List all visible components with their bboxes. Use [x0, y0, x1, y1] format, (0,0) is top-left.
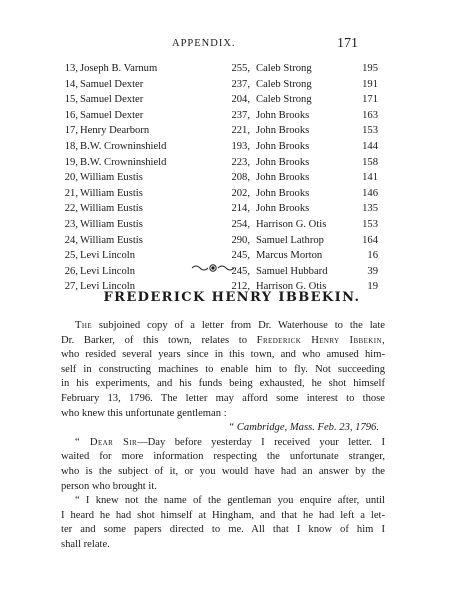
tally-row — [60, 186, 390, 202]
tally-row — [60, 92, 390, 108]
tally-cell-num: 25, — [64, 250, 78, 262]
tally-cell-vote2: 135 — [362, 203, 378, 215]
tally-cell-vote2: 191 — [362, 78, 378, 90]
paragraph-line — [61, 319, 385, 334]
line-text: subjoined copy of a letter from Dr. Waterhouse to the late — [92, 320, 385, 331]
tally-cell-name2: John Brooks — [256, 140, 310, 152]
tally-cell-num: 18, — [64, 140, 78, 152]
tally-cell-name2: Caleb Strong — [256, 63, 312, 74]
tally-row — [60, 139, 390, 155]
paragraph-line — [61, 334, 385, 349]
tally-cell-name2: John Brooks — [256, 109, 310, 121]
tally-cell-name2: John Brooks — [256, 203, 310, 215]
tally-cell-num: 26, — [64, 265, 78, 277]
tally-cell-vote2: 171 — [362, 94, 378, 106]
tally-cell-num: 23, — [64, 218, 78, 230]
paragraph-line: who resided several years since in this town, and who amused him- — [61, 349, 385, 361]
tally-cell-num: 22, — [64, 203, 78, 215]
tally-cell-vote1: 212, — [231, 281, 250, 293]
tally-cell-vote2: 146 — [362, 187, 378, 199]
tally-cell-vote2: 158 — [362, 156, 378, 168]
tally-row — [60, 108, 390, 124]
tally-cell-vote2: 153 — [362, 125, 378, 137]
tally-cell-name2: Samuel Lathrop — [256, 234, 324, 246]
tally-cell-vote2: 19 — [367, 281, 378, 293]
drop-word: The — [75, 320, 93, 331]
tally-cell-name1: B.W. Crowninshield — [80, 140, 167, 152]
tally-row — [60, 201, 390, 217]
tally-row — [60, 233, 390, 249]
tally-row — [60, 123, 390, 139]
tally-cell-num: 27, — [64, 281, 78, 293]
tally-cell-name2: Harrison G. Otis — [256, 281, 327, 293]
tally-cell-name2: John Brooks — [256, 156, 310, 168]
person-name: Frederick Henry Ibbekin, — [256, 334, 385, 346]
tally-cell-num: 24, — [64, 234, 78, 246]
tally-cell-name2: Harrison G. Otis — [256, 218, 327, 230]
tally-cell-name1: Samuel Dexter — [80, 94, 144, 106]
letter-line: person who brought it. — [61, 480, 157, 492]
tally-cell-vote2: 195 — [362, 63, 378, 74]
line-text: Dr. Barker, of this town, relates to — [61, 334, 257, 346]
tally-cell-name1: B.W. Crowninshield — [80, 156, 167, 168]
tally-cell-name2: John Brooks — [256, 187, 310, 199]
tally-cell-name1: William Eustis — [80, 187, 143, 199]
letter-dateline — [61, 421, 385, 436]
tally-cell-vote1: 254, — [231, 218, 250, 230]
tally-cell-vote2: 39 — [367, 265, 378, 277]
tally-cell-vote2: 144 — [362, 140, 378, 152]
tally-cell-num: 21, — [64, 187, 78, 199]
letter-line: shall relate. — [61, 538, 110, 550]
tally-cell-name1: Samuel Dexter — [80, 78, 144, 90]
tally-cell-name2: Caleb Strong — [256, 94, 312, 106]
paragraph-line: in his experiments, and his funds being exhausted, he shot himself — [61, 378, 385, 390]
paragraph-line: who knew this unfortunate gentleman : — [61, 407, 227, 419]
tally-cell-name2: Caleb Strong — [256, 78, 312, 90]
tally-cell-vote1: 290, — [231, 234, 250, 246]
tally-row — [60, 155, 390, 171]
tally-cell-name2: Marcus Morton — [256, 250, 323, 262]
tally-cell-num: 15, — [64, 94, 78, 106]
salutation: “ Dear Sir — [75, 436, 138, 448]
tally-cell-vote1: 221, — [231, 125, 250, 137]
running-head — [0, 36, 464, 52]
tally-cell-name2: John Brooks — [256, 172, 310, 184]
tally-cell-vote1: 255, — [231, 63, 250, 74]
tally-cell-vote2: 163 — [362, 109, 378, 121]
tally-cell-vote2: 153 — [362, 218, 378, 230]
tally-row — [60, 170, 390, 186]
tally-cell-vote1: 214, — [231, 203, 250, 215]
tally-cell-num: 17, — [64, 125, 78, 137]
tally-cell-num: 16, — [64, 109, 78, 121]
letter-line: I heard he had shot himself at Hingham, and that he had left a let- — [61, 509, 385, 521]
tally-cell-vote1: 193, — [231, 140, 250, 152]
letter-line — [61, 436, 385, 451]
tally-row — [60, 77, 390, 93]
ornament-divider — [190, 262, 236, 274]
tally-row — [60, 61, 390, 77]
tally-cell-name1: William Eustis — [80, 234, 143, 246]
tally-cell-num: 19, — [64, 156, 78, 168]
tally-cell-vote1: 202, — [231, 187, 250, 199]
tally-cell-name1: William Eustis — [80, 172, 143, 184]
tally-cell-name1: William Eustis — [80, 218, 143, 230]
tally-cell-vote1: 245, — [231, 250, 250, 262]
paragraph-line: February 13, 1796. The letter may afford some interest to those — [61, 392, 385, 404]
tally-cell-vote1: 223, — [231, 156, 250, 168]
tally-cell-name1: Levi Lincoln — [80, 265, 136, 277]
tally-cell-name1: Levi Lincoln — [80, 281, 136, 293]
tally-cell-vote2: 16 — [367, 250, 378, 262]
tally-cell-name2: John Brooks — [256, 125, 310, 137]
tally-cell-num: 13, — [64, 63, 78, 74]
tally-cell-name2: Samuel Hubbard — [256, 265, 328, 277]
tally-cell-vote2: 164 — [362, 234, 378, 246]
letter-line: “ I knew not the name of the gentleman you enquire after, until — [75, 495, 385, 507]
running-head-title: APPENDIX. — [172, 38, 236, 49]
page-number: 171 — [337, 36, 358, 51]
tally-cell-vote1: 237, — [231, 78, 250, 90]
tally-cell-vote1: 237, — [231, 109, 250, 121]
article-title: FREDERICK HENRY IBBEKIN. — [103, 290, 361, 305]
article-body — [61, 319, 385, 553]
tally-cell-vote1: 208, — [231, 172, 250, 184]
letter-line: who is the subject of it, or you would have had an answer by the — [61, 465, 385, 477]
tally-cell-num: 14, — [64, 78, 78, 90]
tally-cell-vote2: 141 — [362, 172, 378, 184]
line-text: —Day before yesterday I received your letter. I — [137, 436, 385, 448]
election-tally-table — [60, 61, 390, 295]
letter-line: ter and some papers directed to me. All that I know of him I — [61, 524, 385, 536]
letter-line: waited for more information respecting the unfortunate stranger, — [61, 451, 385, 463]
tally-cell-name1: Levi Lincoln — [80, 250, 136, 262]
tally-cell-num: 20, — [64, 172, 78, 184]
tally-row — [60, 217, 390, 233]
tally-cell-name1: Joseph B. Varnum — [80, 63, 158, 74]
tally-cell-vote1: 245, — [231, 265, 250, 277]
dateline-text: “ Cambridge, Mass. Feb. 23, 1796. — [228, 422, 379, 434]
paragraph-line: self in constructing machines to enable him to fly. Not succeeding — [61, 363, 385, 375]
tally-cell-name1: Henry Dearborn — [80, 125, 150, 137]
tally-cell-name1: Samuel Dexter — [80, 109, 144, 121]
tally-cell-name1: William Eustis — [80, 203, 143, 215]
tally-cell-vote1: 204, — [231, 94, 250, 106]
